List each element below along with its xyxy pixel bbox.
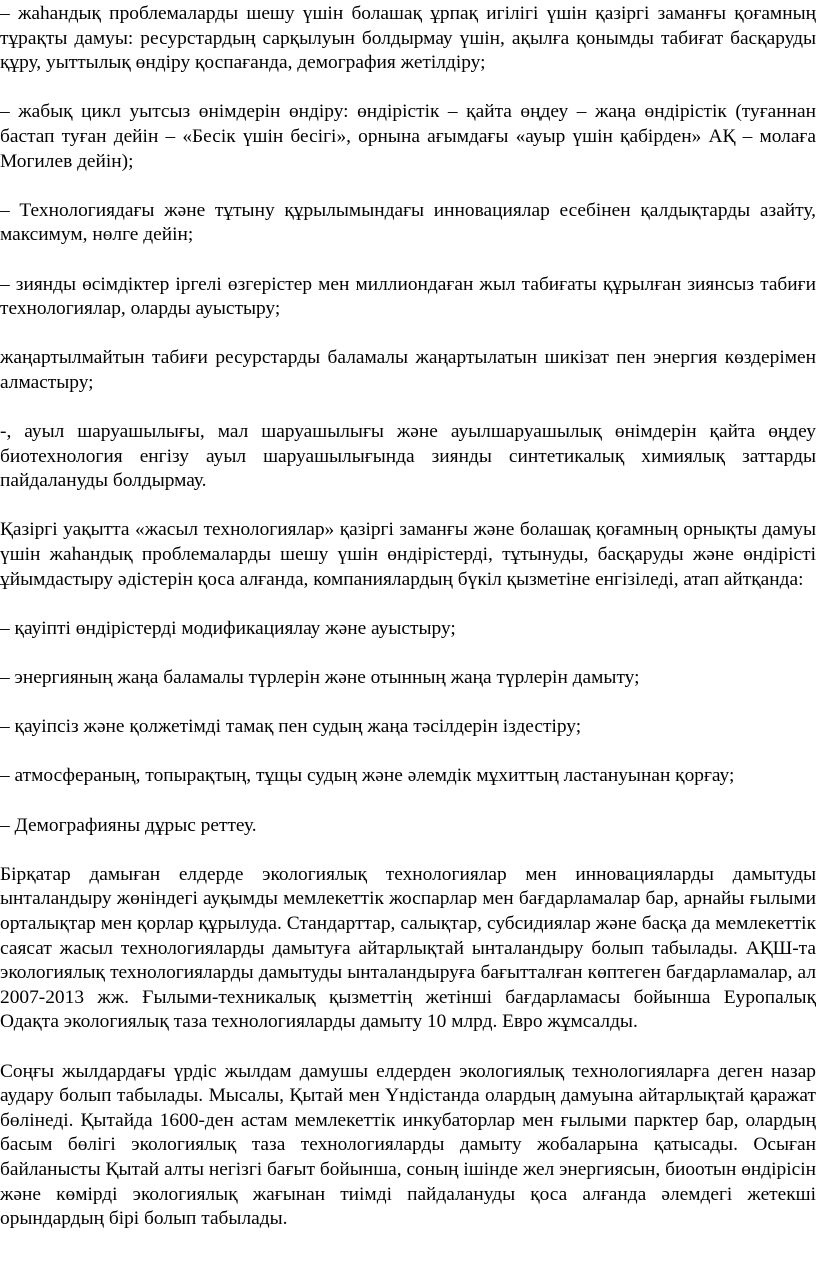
paragraph-closed-cycle-production: – жабық цикл уытсыз өнімдерін өндіру: өндірістік – қайта өңдеу – жаңа өндірістік (туғаннан бастап туған дейін – «Бесік үшін бесігі», орнына ағымдағы «ауыр үшін қабірден» АҚ – молаға Могилев дейін);: [0, 101, 816, 172]
paragraph-developed-countries: Бірқатар дамыған елдерде экологиялық технологиялар мен инновацияларды дамытуды ынталандыру жөніндегі ауқымды мемлекеттік жоспарлар мен бағдарламалар бар, арнайы ғылыми орталықтар мен қорлар құрылуда. Стандарттар, салықтар, субсидиялар және басқа да мемлекеттік саясат жасыл технологияларды дамытуға айтарлықтай ынталандыру болып табылады. АҚШ-та экологиялық технологияларды дамытуды ынталандыруға бағытталған көптеген бағдарламалар, ал 2007-2013 жж. Ғылыми-техникалық қызметтің жетінші бағдарламасы бойынша Еуропалық Одақта экологиялық таза технологияларды дамыту 10 млрд. Евро жұмсалды.: [0, 863, 816, 1033]
list-item-alternative-energy: – энергияның жаңа баламалы түрлерін және отынның жаңа түрлерін дамыту;: [0, 667, 640, 689]
list-item-pollution-protection: – атмосфераның, топырақтың, тұщы судың және әлемдік мұхиттың ластануынан қорғау;: [0, 765, 735, 787]
paragraph-sustainable-development: – жаһандық проблемаларды шешу үшін болашақ ұрпақ игілігі үшін қазіргі заманғы қоғамның тұрақты дамуы: ресурстардың сарқылуын болдырмау үшін, ақылға қонымды табиғат басқаруды құру, уыттылық өндіру қоспағанда, демография жетілдіру;: [0, 3, 816, 74]
list-item-safe-food-water: – қауіпсіз және қолжетімді тамақ пен судың жаңа тәсілдерін іздестіру;: [0, 716, 582, 738]
paragraph-developing-countries: Соңғы жылдардағы үрдіс жылдам дамушы елдерден экологиялық технологияларға деген назар аудару болып табылады. Мысалы, Қытай мен Үндістанда олардың дамуына айтарлықтай қаражат бөлінеді. Қытайда 1600-ден астам мемлекеттік инкубаторлар мен ғылыми парктер бар, олардың басым бөлігі экологиялық таза технологияларды дамыту жобаларына қатысады. Осыған байланысты Қытай алты негізгі бағыт бойынша, соның ішінде жел энергиясын, биоотын өндірісін және көмірді экологиялық жағынан тиімді пайдалануды қоса алғанда әлемдегі жетекші орындардың бірі болып табылады.: [0, 1060, 816, 1230]
paragraph-waste-reduction: – Технологиядағы және тұтыну құрылымындағы инновациялар есебінен қалдықтарды азайту, максимум, нөлге дейін;: [0, 199, 816, 246]
list-item-demography: – Демографияны дұрыс реттеу.: [0, 814, 257, 836]
paragraph-agriculture-biotech: -, ауыл шаруашылығы, мал шаруашылығы және ауылшаруашылық өнімдерін қайта өңдеу биотехнология енгізу ауыл шаруашылығында зиянды синтетикалық химиялық заттарды пайдалануды болдырмау.: [0, 421, 816, 492]
paragraph-green-technologies-intro: Қазіргі уақытта «жасыл технологиялар» қазіргі заманғы және болашақ қоғамның орнықты дамуы үшін жаһандық проблемаларды шешу үшін өндірістерді, тұтынуды, басқаруды және өндірісті ұйымдастыру әдістерін қоса алғанда, компаниялардың бүкіл қызметіне енгізіледі, атап айтқанда:: [0, 519, 816, 590]
paragraph-natural-technologies: – зиянды өсімдіктер іргелі өзгерістер мен миллиондаған жыл табиғаты құрылған зиянсыз табиғи технологиялар, оларды ауыстыру;: [0, 273, 816, 320]
paragraph-renewable-resources: жаңартылмайтын табиғи ресурстарды баламалы жаңартылатын шикізат пен энергия көздерімен алмастыру;: [0, 347, 816, 393]
list-item-hazardous-production: – қауіпті өндірістерді модификациялау және ауыстыру;: [0, 617, 456, 639]
